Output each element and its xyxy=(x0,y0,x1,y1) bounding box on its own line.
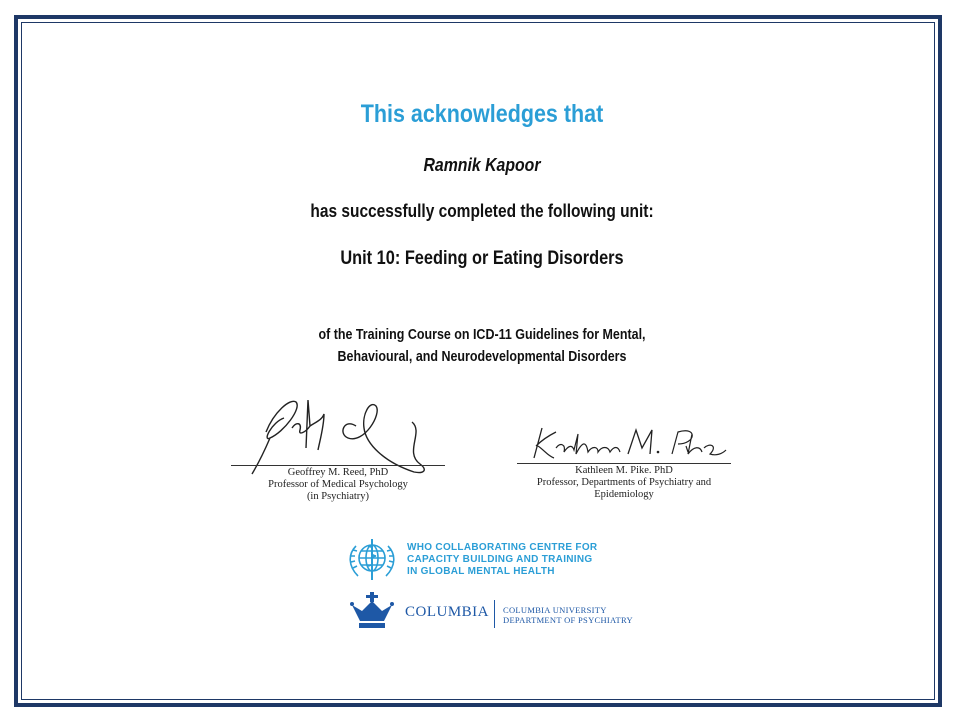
course-line-1: of the Training Course on ICD-11 Guidelines for Mental, xyxy=(318,327,646,343)
course-description xyxy=(67,324,896,368)
signatory-title-line-1: Professor, Departments of Psychiatry and xyxy=(536,477,712,488)
certificate-headline: This acknowledges that xyxy=(360,100,604,128)
completion-statement: has successfully completed the following unit: xyxy=(310,201,654,221)
who-collaborating-centre-text xyxy=(407,542,597,578)
columbia-wordmark: COLUMBIA xyxy=(405,604,490,620)
signatory-name: Geoffrey M. Reed, PhD xyxy=(287,467,389,478)
signature-block-reed xyxy=(231,465,445,503)
columbia-department-text xyxy=(503,605,633,625)
signature-block-pike xyxy=(517,463,731,501)
course-line-2: Behavioural, and Neurodevelopmental Disorders xyxy=(337,349,627,365)
columbia-crown-icon xyxy=(350,591,394,631)
signatory-title-line-2: Epidemiology xyxy=(594,489,654,500)
who-line-1: WHO COLLABORATING CENTRE FOR xyxy=(407,542,598,553)
who-emblem-icon xyxy=(344,536,400,582)
who-line-2: CAPACITY BUILDING AND TRAINING xyxy=(407,554,593,565)
signatory-title-line-1: Professor of Medical Psychology xyxy=(268,479,408,490)
unit-title: Unit 10: Feeding or Eating Disorders xyxy=(340,248,624,269)
recipient-name: Ramnik Kapoor xyxy=(423,155,541,175)
signature-line xyxy=(231,465,445,466)
logo-divider xyxy=(494,600,495,628)
signature-line xyxy=(517,463,731,464)
signatory-title-line-2: (in Psychiatry) xyxy=(306,491,370,502)
signatory-name: Kathleen M. Pike. PhD xyxy=(575,465,673,476)
who-line-3: IN GLOBAL MENTAL HEALTH xyxy=(407,566,555,577)
dept-line-1: COLUMBIA UNIVERSITY xyxy=(503,605,607,615)
signature-pike-image xyxy=(528,424,728,464)
dept-line-2: DEPARTMENT OF PSYCHIATRY xyxy=(503,615,633,625)
